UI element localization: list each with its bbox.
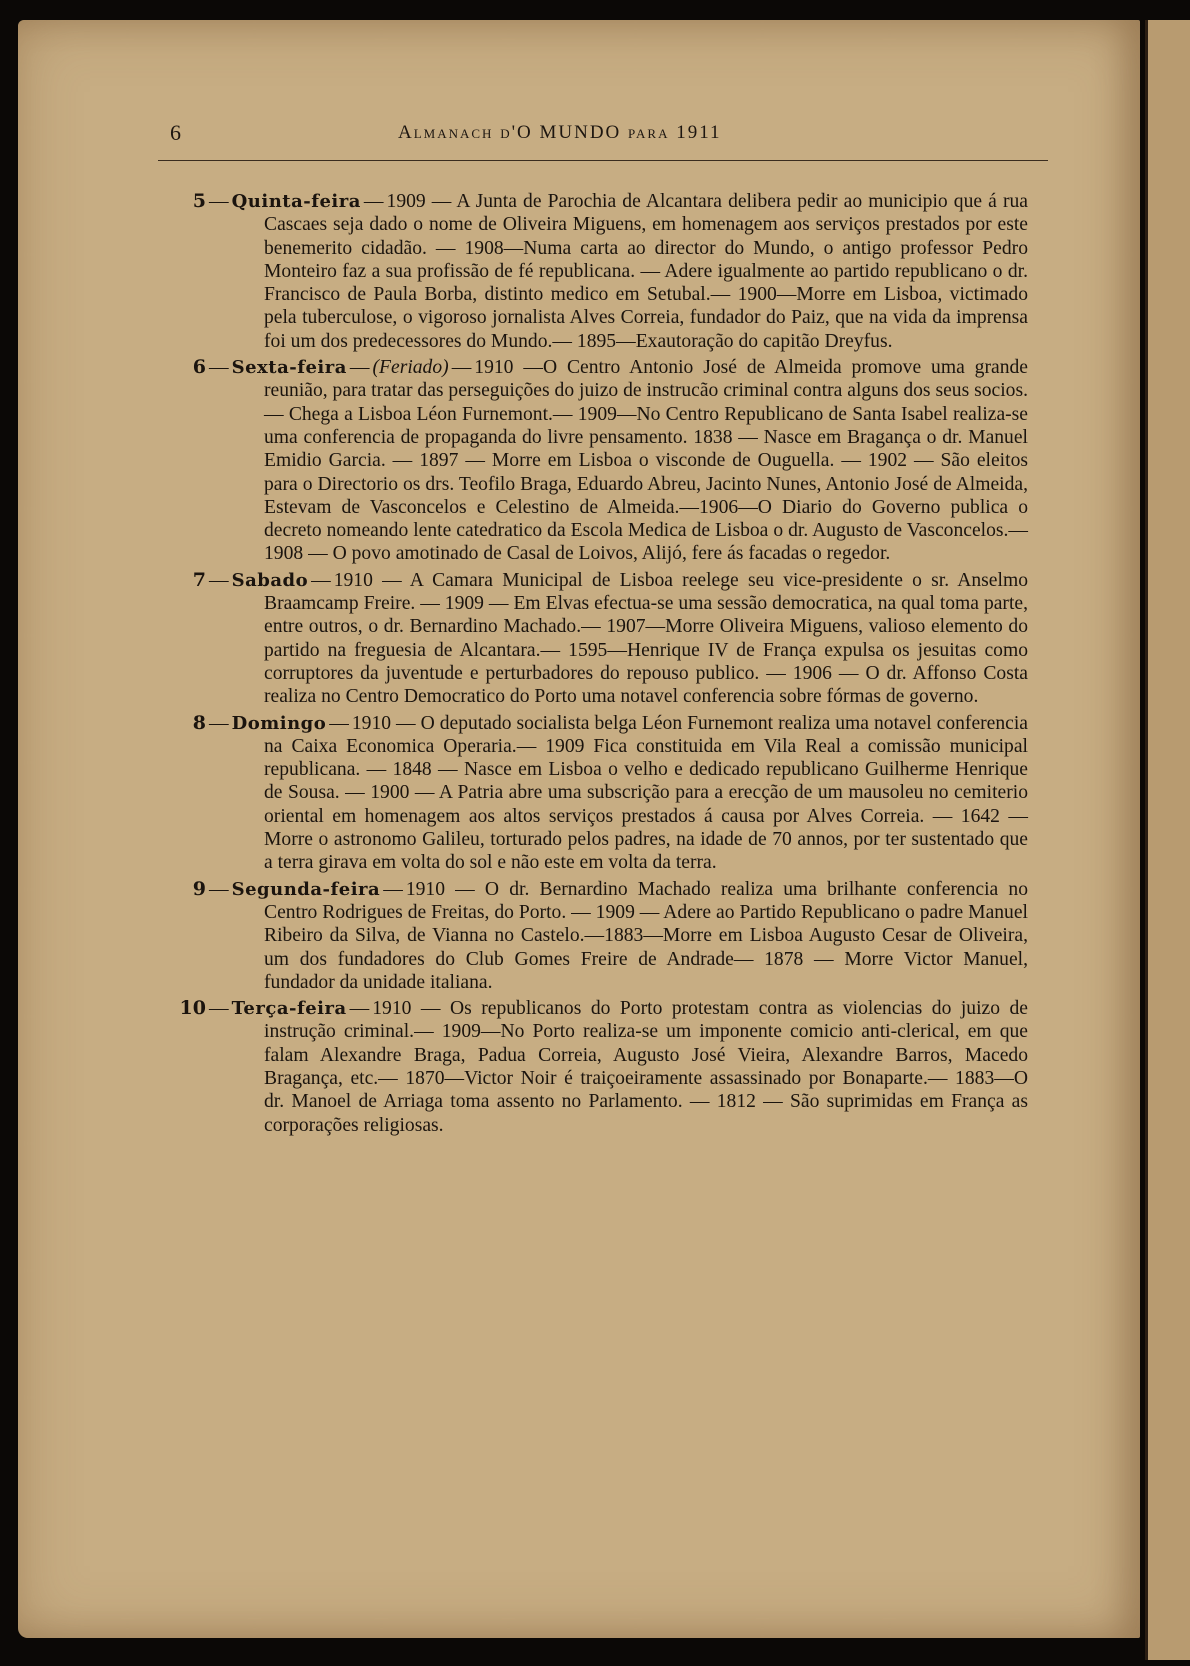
calendar-entries	[178, 190, 1028, 1137]
day-number: 7	[192, 568, 206, 591]
header-rule	[158, 160, 1048, 161]
weekday-name: Sabado	[231, 569, 309, 591]
entry-text: 1910 — O dr. Bernardino Machado realiza uma brilhante conferencia no Centro Rodrigues de Freitas, do Porto. — 1909 — Adere ao Partido Republicano o padre Manuel Ribeiro da Silva, de Vianna no Castelo.—1883—Morre em Lisboa Augusto Cesar de Oliveira, um dos fundadores do Club Gomes Freire de Andrade— 1878 — Morre Victor Manuel, fundador da unidade italiana.	[264, 878, 1028, 993]
day-number: 8	[192, 711, 206, 734]
entry-text: 1910 — Os republicanos do Porto protestam contra as violencias do juizo de instrução criminal.— 1909—No Porto realiza-se um imponente comicio anti-clerical, em que falam Alexandre Braga, Padua Correia, Augusto José Vieira, Alexandre Barros, Macedo Bragança, etc.— 1870—Victor Noir é traiçoeiramente assassinado por Bonaparte.— 1883—O dr. Manoel de Arriaga toma assento no Parlamento. — 1812 — São suprimidas em França as corporações religiosas.	[264, 998, 1028, 1136]
weekday-name: Domingo	[231, 712, 327, 734]
entry-text: 1909 — A Junta de Parochia de Alcantara delibera pedir ao municipio que á rua Cascaes seja dado o nome de Oliveira Miguens, em homenagem aos serviços prestados por este benemerito cidadão. — 1908—Numa carta ao director do Mundo, o antigo professor Pedro Monteiro faz a sua profissão de fé republicana. — Adere igualmente ao partido republicano o dr. Francisco de Paula Borba, distinto medico em Setubal.— 1900—Morre em Lisboa, victimado pela tuberculose, o vigoroso jornalista Alves Correia, fundador do Paiz, que na vida da imprensa foi um dos predecessores do Mundo.— 1895—Exautoração do capitão Dreyfus.	[264, 191, 1028, 352]
page-header	[170, 120, 1050, 150]
day-number: 6	[192, 356, 206, 379]
holiday-note: (Feriado)	[372, 357, 449, 379]
calendar-entry-6: 6 — Sexta-feira — (Feriado) — 1910 —O Centro Antonio José de Almeida promove uma grande reunião, para tratar das perseguições do juizo de instrucão criminal contra alguns dos seus socios. — Chega a Lisboa Léon Furnemont.— 1909—No Centro Republicano de Santa Isabel realiza-se uma conferencia de propaganda do livre pensamento. 1838 — Nasce em Bragança o dr. Manuel Emidio Garcia. — 1897 — Morre em Lisboa o visconde de Ouguella. — 1902 — São eleitos para o Directorio os drs. Teofilo Braga, Eduardo Abreu, Jacinto Nunes, Antonio José de Almeida, Estevam de Vasconcelos e Celestino de Almeida.—1906—O Diario do Governo publica o decreto nomeando lente catedratico da Escola Medica de Lisboa o dr. Augusto de Vasconcelos.— 1908 — O povo amotinado de Casal de Loivos, Alijó, fere ás facadas o regedor.	[178, 356, 1028, 566]
calendar-entry-5: 5 — Quinta-feira — 1909 — A Junta de Parochia de Alcantara delibera pedir ao municipio que á rua Cascaes seja dado o nome de Oliveira Miguens, em homenagem aos serviços prestados por este benemerito cidadão. — 1908—Numa carta ao director do Mundo, o antigo professor Pedro Monteiro faz a sua profissão de fé republicana. — Adere igualmente ao partido republicano o dr. Francisco de Paula Borba, distinto medico em Setubal.— 1900—Morre em Lisboa, victimado pela tuberculose, o vigoroso jornalista Alves Correia, fundador do Paiz, que na vida da imprensa foi um dos predecessores do Mundo.— 1895—Exautoração do capitão Dreyfus.	[178, 190, 1028, 353]
calendar-entry-9: 9 — Segunda-feira — 1910 — O dr. Bernardino Machado realiza uma brilhante conferencia no Centro Rodrigues de Freitas, do Porto. — 1909 — Adere ao Partido Republicano o padre Manuel Ribeiro da Silva, de Vianna no Castelo.—1883—Morre em Lisboa Augusto Cesar de Oliveira, um dos fundadores do Club Gomes Freire de Andrade— 1878 — Morre Victor Manuel, fundador da unidade italiana.	[178, 878, 1028, 994]
weekday-name: Terça-feira	[231, 998, 347, 1020]
entry-text: 1910 — O deputado socialista belga Léon Furnemont realiza uma notavel conferencia na Caixa Economica Operaria.— 1909 Fica constituida em Vila Real a comissão municipal republicana. — 1848 — Nasce em Lisboa o velho e dedicado republicano Guilherme Henrique de Sousa. — 1900 — A Patria abre uma subscrição para a erecção de um mausoleu no cemiterio oriental em homenagem aos altos serviços prestados á causa por Alves Correia. — 1642 — Morre o astronomo Galileu, torturado pelos padres, na idade de 70 annos, por ter sustentado que a terra girava em volta do sol e não este em volta da terra.	[264, 712, 1028, 874]
calendar-entry-10: 10 — Terça-feira — 1910 — Os republicanos do Porto protestam contra as violencias do juizo de instrução criminal.— 1909—No Porto realiza-se um imponente comicio anti-clerical, em que falam Alexandre Braga, Padua Correia, Augusto José Vieira, Alexandre Barros, Macedo Bragança, etc.— 1870—Victor Noir é traiçoeiramente assassinado por Bonaparte.— 1883—O dr. Manoel de Arriaga toma assento no Parlamento. — 1812 — São suprimidas em França as corporações religiosas.	[179, 997, 1028, 1136]
entry-text: 1910 — A Camara Municipal de Lisboa reelege seu vice-presidente o sr. Anselmo Braamcamp Freire. — 1909 — Em Elvas efectua-se uma sessão democratica, na qual toma parte, entre outros, o dr. Bernardino Machado.— 1907—Morre Oliveira Miguens, valioso elemento do partido na freguesia de Alcantara.— 1595—Henrique IV de França expulsa os jesuitas como corruptores da juventude e perturbadores do repouso publico. — 1906 — O dr. Affonso Costa realiza no Centro Democratico do Porto uma notavel conferencia sobre fórmas de governo.	[264, 569, 1028, 708]
weekday-name: Sexta-feira	[231, 357, 347, 379]
calendar-entry-7: 7 — Sabado — 1910 — A Camara Municipal de Lisboa reelege seu vice-presidente o sr. Anselmo Braamcamp Freire. — 1909 — Em Elvas efectua-se uma sessão democratica, na qual toma parte, entre outros, o dr. Bernardino Machado.— 1907—Morre Oliveira Miguens, valioso elemento do partido na freguesia de Alcantara.— 1595—Henrique IV de França expulsa os jesuitas como corruptores da juventude e perturbadores do repouso publico. — 1906 — O dr. Affonso Costa realiza no Centro Democratico do Porto uma notavel conferencia sobre fórmas de governo.	[178, 569, 1028, 709]
weekday-name: Quinta-feira	[231, 191, 361, 212]
weekday-name: Segunda-feira	[231, 878, 381, 900]
page-number: 6	[170, 120, 181, 145]
entry-text: 1910 —O Centro Antonio José de Almeida promove uma grande reunião, para tratar das perseguições do juizo de instrucão criminal contra alguns dos seus socios. — Chega a Lisboa Léon Furnemont.— 1909—No Centro Republicano de Santa Isabel realiza-se uma conferencia de propaganda do livre pensamento. 1838 — Nasce em Bragança o dr. Manuel Emidio Garcia. — 1897 — Morre em Lisboa o visconde de Ouguella. — 1902 — São eleitos para o Directorio os drs. Teofilo Braga, Eduardo Abreu, Jacinto Nunes, Antonio José de Almeida, Estevam de Vasconcelos e Celestino de Almeida.—1906—O Diario do Governo publica o decreto nomeando lente catedratico da Escola Medica de Lisboa o dr. Augusto de Vasconcelos.— 1908 — O povo amotinado de Casal de Loivos, Alijó, fere ás facadas o regedor.	[264, 357, 1028, 565]
day-number: 10	[179, 997, 206, 1020]
calendar-entry-8: 8 — Domingo — 1910 — O deputado socialista belga Léon Furnemont realiza uma notavel conferencia na Caixa Economica Operaria.— 1909 Fica constituida em Vila Real a comissão municipal republicana. — 1848 — Nasce em Lisboa o velho e dedicado republicano Guilherme Henrique de Sousa. — 1900 — A Patria abre uma subscrição para a erecção de um mausoleu no cemiterio oriental em homenagem aos altos serviços prestados á causa por Alves Correia. — 1642 — Morre o astronomo Galileu, torturado pelos padres, na idade de 70 annos, por ter sustentado que a terra girava em volta do sol e não este em volta da terra.	[178, 712, 1028, 875]
next-page-edge	[1145, 20, 1190, 1660]
day-number: 5	[192, 190, 206, 212]
running-title: Almanach d'O MUNDO para 1911	[398, 122, 722, 143]
day-number: 9	[192, 877, 206, 900]
